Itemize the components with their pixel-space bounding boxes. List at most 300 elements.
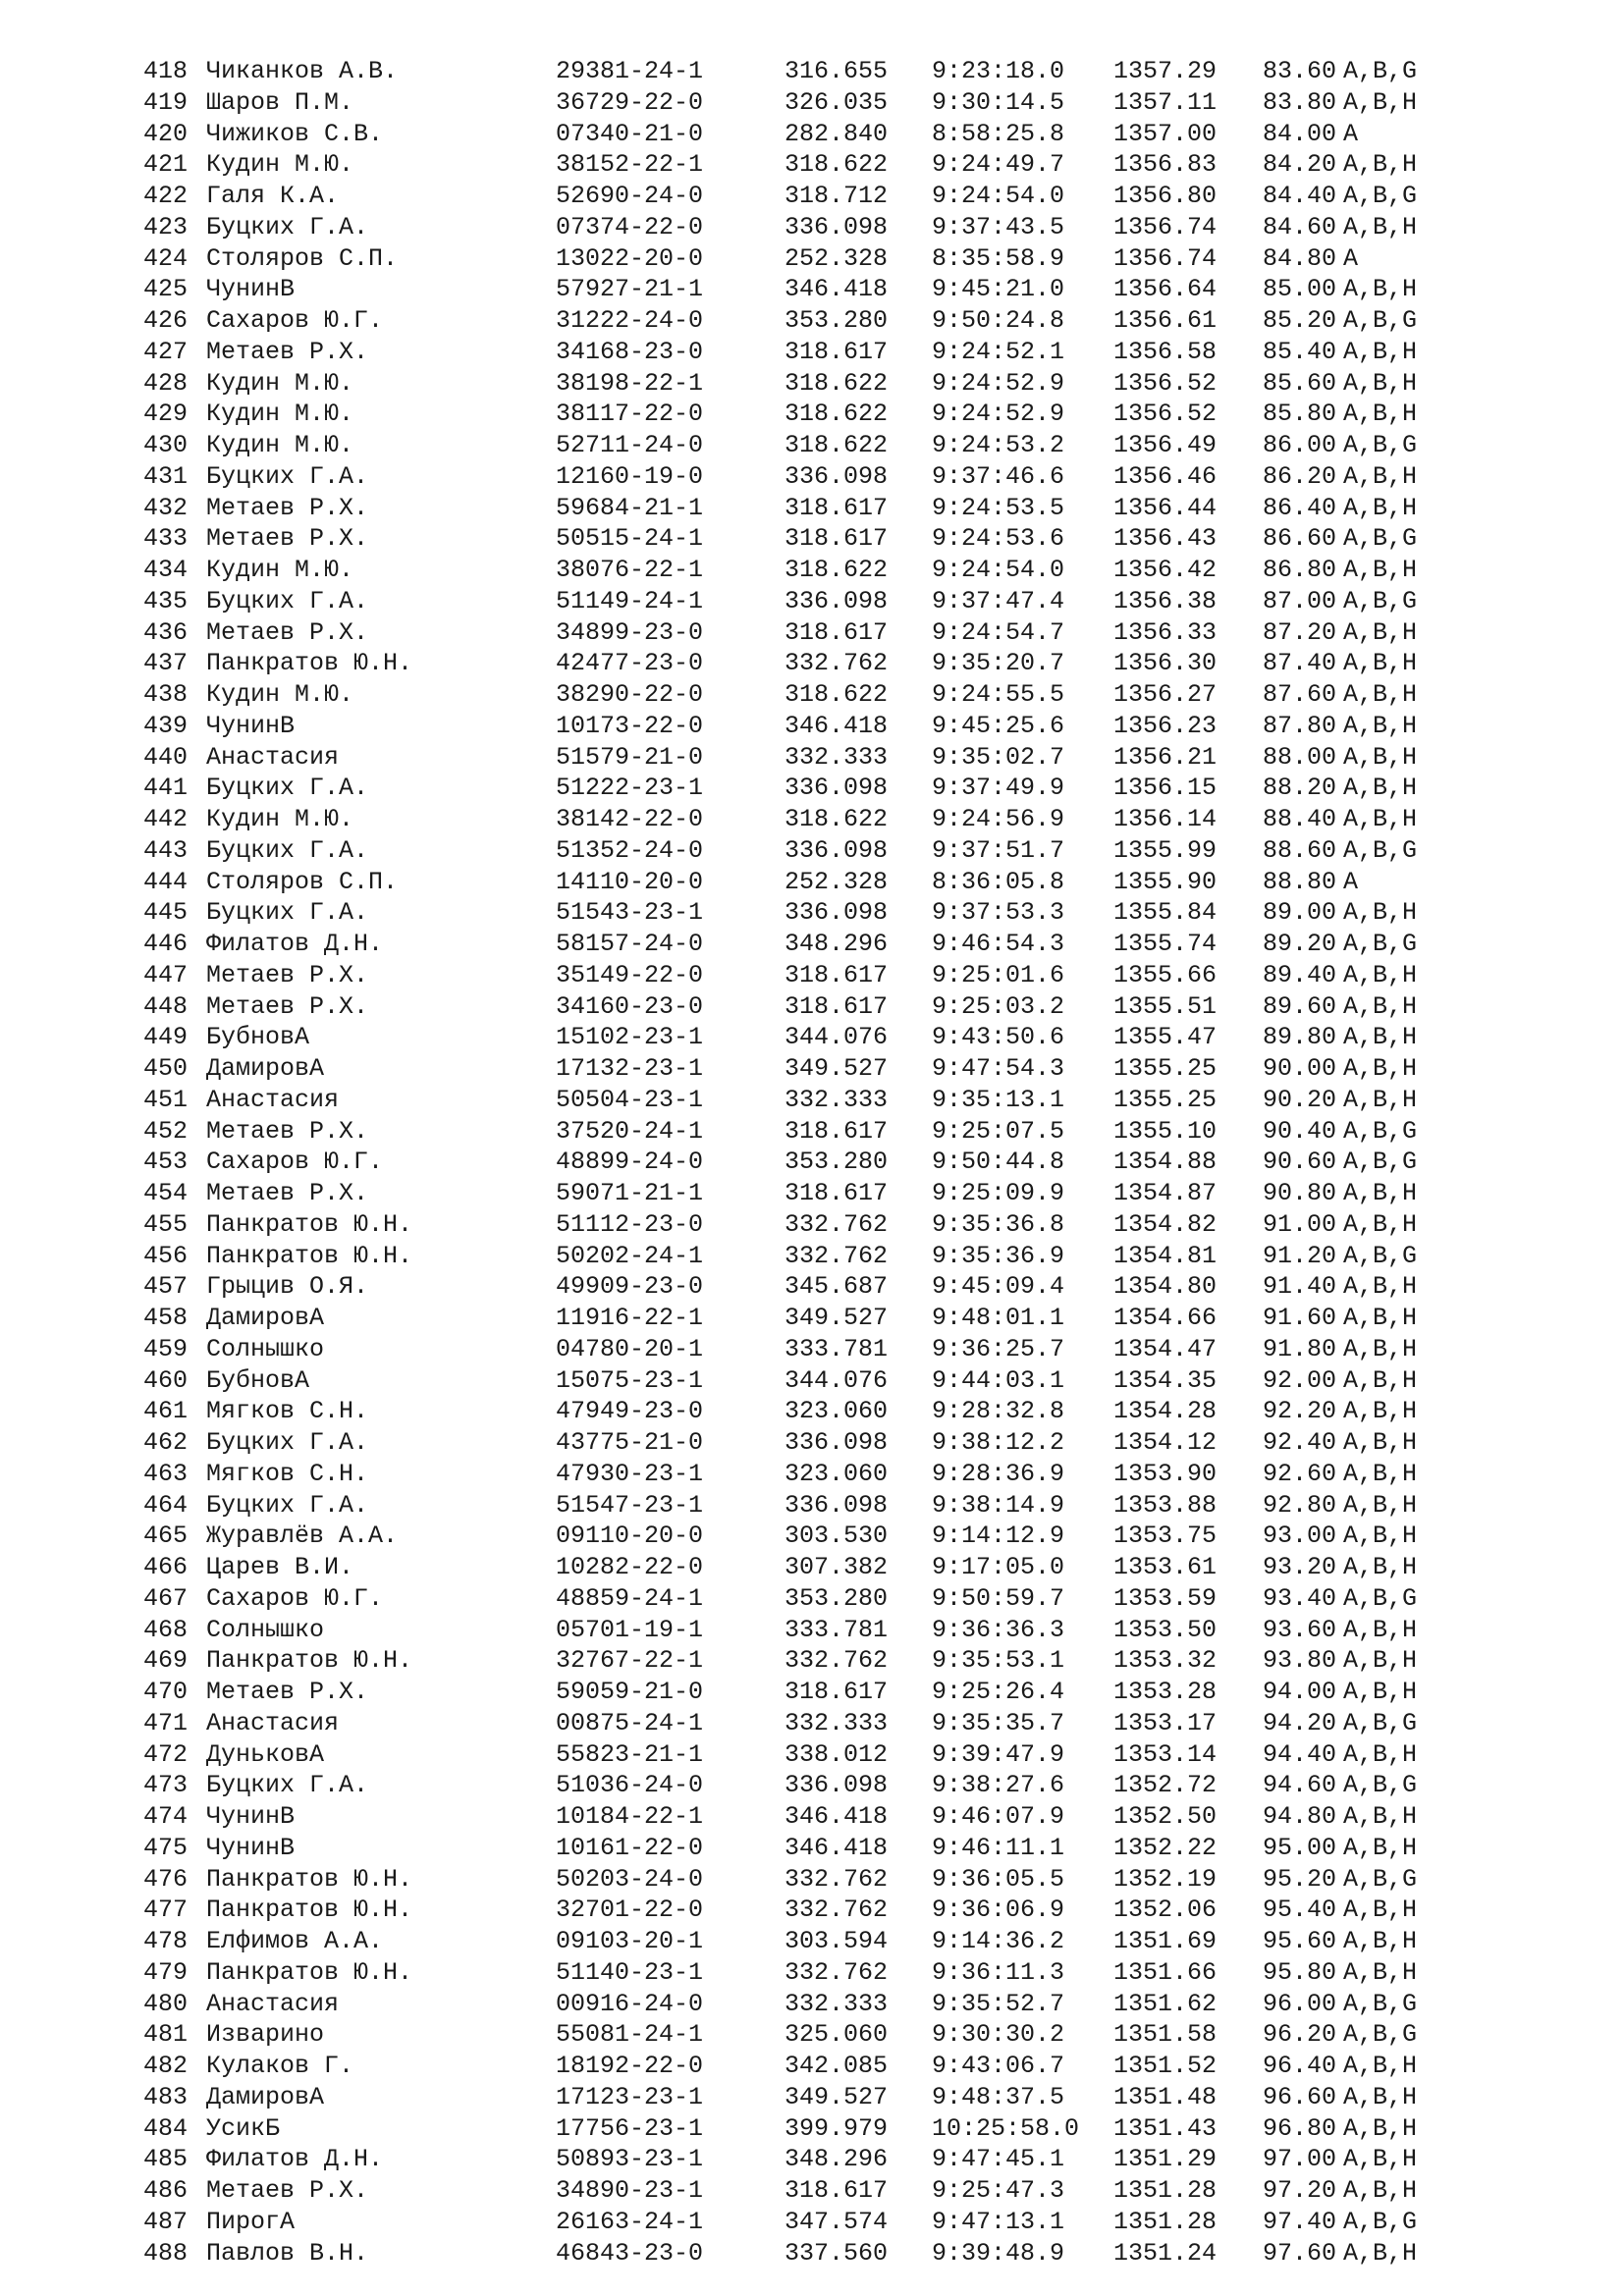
- participant-name: Павлов В.Н.: [206, 2238, 369, 2268]
- classes: A,B,H: [1343, 1802, 1418, 1831]
- participant-name: Метаев Р.Х.: [206, 2176, 369, 2205]
- classes: A,B,G: [1343, 1116, 1418, 1146]
- speed: 1356.74: [1113, 212, 1218, 241]
- speed: 1351.43: [1113, 2113, 1218, 2143]
- table-row: [143, 711, 1461, 742]
- speed: 1356.80: [1113, 182, 1218, 210]
- table-row: [143, 991, 1461, 1023]
- participant-name: Кудин М.Ю.: [206, 368, 354, 398]
- coefficient: 95.00: [1263, 1833, 1337, 1862]
- row-number: 418: [143, 57, 189, 85]
- classes: A,B,G: [1343, 1708, 1418, 1737]
- distance: 333.781: [785, 1334, 889, 1363]
- flight-time: 9:37:43.5: [932, 212, 1065, 241]
- classes: A,B,G: [1343, 182, 1418, 210]
- row-number: 443: [143, 835, 189, 865]
- row-number: 422: [143, 182, 189, 210]
- classes: A,B,H: [1343, 2238, 1418, 2268]
- table-row: [143, 555, 1461, 586]
- distance: 316.655: [785, 57, 889, 85]
- distance: 336.098: [785, 212, 889, 241]
- coefficient: 85.60: [1263, 368, 1337, 398]
- coefficient: 95.40: [1263, 1896, 1337, 1925]
- coefficient: 92.60: [1263, 1459, 1337, 1488]
- coefficient: 87.20: [1263, 617, 1337, 647]
- flight-time: 9:35:13.1: [932, 1085, 1065, 1114]
- coefficient: 97.00: [1263, 2145, 1337, 2174]
- speed: 1351.69: [1113, 1927, 1218, 1955]
- coefficient: 87.80: [1263, 711, 1337, 740]
- classes: A,B,H: [1343, 1365, 1418, 1395]
- ring-number: 38290-22-0: [556, 680, 704, 709]
- flight-time: 9:24:54.7: [932, 617, 1065, 647]
- coefficient: 96.60: [1263, 2082, 1337, 2111]
- distance: 318.617: [785, 2176, 889, 2205]
- ring-number: 59071-21-1: [556, 1179, 704, 1207]
- distance: 346.418: [785, 1833, 889, 1862]
- table-row: [143, 679, 1461, 711]
- ring-number: 34890-23-1: [556, 2176, 704, 2205]
- classes: A,B,G: [1343, 835, 1418, 865]
- ring-number: 59059-21-0: [556, 1678, 704, 1706]
- participant-name: Столяров С.П.: [206, 867, 399, 896]
- coefficient: 87.40: [1263, 649, 1337, 678]
- flight-time: 9:46:54.3: [932, 930, 1065, 958]
- flight-time: 9:24:52.9: [932, 400, 1065, 429]
- table-row: [143, 1739, 1461, 1771]
- flight-time: 9:45:25.6: [932, 711, 1065, 740]
- coefficient: 85.20: [1263, 306, 1337, 335]
- participant-name: Метаев Р.Х.: [206, 493, 369, 522]
- classes: A,B,H: [1343, 1646, 1418, 1676]
- table-row: [143, 742, 1461, 774]
- speed: 1354.12: [1113, 1428, 1218, 1457]
- flight-time: 9:47:54.3: [932, 1054, 1065, 1083]
- ring-number: 46843-23-0: [556, 2238, 704, 2268]
- participant-name: Кудин М.Ю.: [206, 805, 354, 833]
- classes: A,B,H: [1343, 1615, 1418, 1644]
- row-number: 474: [143, 1802, 189, 1831]
- coefficient: 94.20: [1263, 1708, 1337, 1737]
- distance: 332.762: [785, 649, 889, 678]
- participant-name: Буцких Г.А.: [206, 1428, 369, 1457]
- ring-number: 51222-23-1: [556, 774, 704, 803]
- ring-number: 50203-24-0: [556, 1864, 704, 1894]
- table-row: [143, 1459, 1461, 1490]
- table-row: [143, 181, 1461, 212]
- speed: 1352.22: [1113, 1833, 1218, 1862]
- table-row: [143, 586, 1461, 617]
- coefficient: 94.60: [1263, 1771, 1337, 1800]
- table-row: [143, 1801, 1461, 1833]
- distance: 318.712: [785, 182, 889, 210]
- flight-time: 9:24:53.2: [932, 431, 1065, 459]
- flight-time: 9:25:26.4: [932, 1678, 1065, 1706]
- speed: 1355.10: [1113, 1116, 1218, 1146]
- distance: 252.328: [785, 867, 889, 896]
- table-row: [143, 1895, 1461, 1926]
- row-number: 476: [143, 1864, 189, 1894]
- flight-time: 9:24:53.6: [932, 524, 1065, 554]
- participant-name: Мягков С.Н.: [206, 1397, 369, 1426]
- row-number: 453: [143, 1148, 189, 1177]
- participant-name: Панкратов Ю.Н.: [206, 649, 413, 678]
- participant-name: УсикБ: [206, 2113, 281, 2143]
- ring-number: 50515-24-1: [556, 524, 704, 554]
- ring-number: 38117-22-0: [556, 400, 704, 429]
- distance: 318.622: [785, 805, 889, 833]
- participant-name: Журавлёв А.А.: [206, 1522, 399, 1551]
- table-row: [143, 2238, 1461, 2269]
- table-row: [143, 212, 1461, 243]
- speed: 1351.66: [1113, 1957, 1218, 1987]
- distance: 336.098: [785, 1428, 889, 1457]
- ring-number: 59684-21-1: [556, 493, 704, 522]
- participant-name: Грыцив О.Я.: [206, 1272, 369, 1302]
- coefficient: 86.80: [1263, 556, 1337, 584]
- speed: 1353.88: [1113, 1490, 1218, 1520]
- classes: A,B,H: [1343, 1272, 1418, 1302]
- table-row: [143, 493, 1461, 524]
- classes: A,B,G: [1343, 1771, 1418, 1800]
- distance: 333.781: [785, 1615, 889, 1644]
- classes: A: [1343, 243, 1359, 273]
- coefficient: 93.20: [1263, 1553, 1337, 1581]
- coefficient: 90.40: [1263, 1116, 1337, 1146]
- speed: 1352.50: [1113, 1802, 1218, 1831]
- row-number: 448: [143, 991, 189, 1021]
- flight-time: 9:24:49.7: [932, 150, 1065, 180]
- speed: 1356.21: [1113, 742, 1218, 772]
- table-row: [143, 835, 1461, 867]
- coefficient: 92.20: [1263, 1397, 1337, 1426]
- distance: 252.328: [785, 243, 889, 273]
- flight-time: 9:14:36.2: [932, 1927, 1065, 1955]
- classes: A: [1343, 119, 1359, 148]
- ring-number: 32701-22-0: [556, 1896, 704, 1925]
- table-row: [143, 430, 1461, 461]
- table-row: [143, 1521, 1461, 1552]
- classes: A,B,H: [1343, 991, 1418, 1021]
- table-row: [143, 929, 1461, 960]
- speed: 1351.24: [1113, 2238, 1218, 2268]
- ring-number: 51112-23-0: [556, 1209, 704, 1239]
- coefficient: 94.40: [1263, 1739, 1337, 1769]
- coefficient: 90.60: [1263, 1148, 1337, 1177]
- distance: 325.060: [785, 2020, 889, 2050]
- flight-time: 9:48:37.5: [932, 2082, 1065, 2111]
- ring-number: 00916-24-0: [556, 1989, 704, 2018]
- ring-number: 13022-20-0: [556, 243, 704, 273]
- table-row: [143, 1583, 1461, 1615]
- distance: 282.840: [785, 119, 889, 148]
- participant-name: ПирогА: [206, 2207, 296, 2236]
- classes: A,B,G: [1343, 1241, 1418, 1270]
- participant-name: Буцких Г.А.: [206, 212, 369, 241]
- distance: 318.617: [785, 493, 889, 522]
- speed: 1352.19: [1113, 1864, 1218, 1894]
- table-row: [143, 804, 1461, 835]
- participant-name: Столяров С.П.: [206, 243, 399, 273]
- row-number: 446: [143, 930, 189, 958]
- row-number: 459: [143, 1334, 189, 1363]
- ring-number: 47930-23-1: [556, 1459, 704, 1488]
- ring-number: 50504-23-1: [556, 1085, 704, 1114]
- speed: 1354.66: [1113, 1304, 1218, 1332]
- row-number: 419: [143, 87, 189, 117]
- row-number: 442: [143, 805, 189, 833]
- participant-name: Метаев Р.Х.: [206, 617, 369, 647]
- participant-name: Сахаров Ю.Г.: [206, 1148, 384, 1177]
- participant-name: Кудин М.Ю.: [206, 431, 354, 459]
- participant-name: ДамировА: [206, 2082, 325, 2111]
- ring-number: 51036-24-0: [556, 1771, 704, 1800]
- coefficient: 87.60: [1263, 680, 1337, 709]
- speed: 1351.52: [1113, 2052, 1218, 2080]
- table-row: [143, 1303, 1461, 1334]
- classes: A,B,G: [1343, 306, 1418, 335]
- table-row: [143, 1926, 1461, 1957]
- coefficient: 88.60: [1263, 835, 1337, 865]
- classes: A,B,G: [1343, 57, 1418, 85]
- row-number: 475: [143, 1833, 189, 1862]
- classes: A,B,H: [1343, 1209, 1418, 1239]
- distance: 336.098: [785, 835, 889, 865]
- flight-time: 9:47:45.1: [932, 2145, 1065, 2174]
- table-row: [143, 56, 1461, 87]
- coefficient: 97.40: [1263, 2207, 1337, 2236]
- ring-number: 42477-23-0: [556, 649, 704, 678]
- distance: 318.617: [785, 617, 889, 647]
- classes: A,B,H: [1343, 2052, 1418, 2080]
- speed: 1354.28: [1113, 1397, 1218, 1426]
- ring-number: 10173-22-0: [556, 711, 704, 740]
- flight-time: 9:44:03.1: [932, 1365, 1065, 1395]
- distance: 318.617: [785, 1116, 889, 1146]
- speed: 1355.74: [1113, 930, 1218, 958]
- flight-time: 9:36:25.7: [932, 1334, 1065, 1363]
- distance: 336.098: [785, 1490, 889, 1520]
- coefficient: 90.00: [1263, 1054, 1337, 1083]
- ring-number: 50893-23-1: [556, 2145, 704, 2174]
- participant-name: ДамировА: [206, 1054, 325, 1083]
- flight-time: 9:35:02.7: [932, 742, 1065, 772]
- speed: 1356.43: [1113, 524, 1218, 554]
- flight-time: 9:17:05.0: [932, 1553, 1065, 1581]
- flight-time: 9:36:11.3: [932, 1957, 1065, 1987]
- row-number: 467: [143, 1583, 189, 1613]
- ring-number: 17132-23-1: [556, 1054, 704, 1083]
- participant-name: ЧунинВ: [206, 1802, 296, 1831]
- row-number: 487: [143, 2207, 189, 2236]
- flight-time: 9:28:32.8: [932, 1397, 1065, 1426]
- classes: A,B,H: [1343, 1896, 1418, 1925]
- row-number: 429: [143, 400, 189, 429]
- distance: 318.622: [785, 680, 889, 709]
- row-number: 484: [143, 2113, 189, 2143]
- ring-number: 11916-22-1: [556, 1304, 704, 1332]
- participant-name: Метаев Р.Х.: [206, 1116, 369, 1146]
- coefficient: 86.60: [1263, 524, 1337, 554]
- participant-name: Метаев Р.Х.: [206, 960, 369, 989]
- distance: 323.060: [785, 1459, 889, 1488]
- coefficient: 94.80: [1263, 1802, 1337, 1831]
- coefficient: 91.60: [1263, 1304, 1337, 1332]
- coefficient: 88.00: [1263, 742, 1337, 772]
- participant-name: ДамировА: [206, 1304, 325, 1332]
- participant-name: Анастасия: [206, 1085, 340, 1114]
- ring-number: 38142-22-0: [556, 805, 704, 833]
- coefficient: 89.60: [1263, 991, 1337, 1021]
- flight-time: 9:45:09.4: [932, 1272, 1065, 1302]
- ring-number: 29381-24-1: [556, 57, 704, 85]
- distance: 349.527: [785, 2082, 889, 2111]
- table-row: [143, 1178, 1461, 1209]
- coefficient: 91.80: [1263, 1334, 1337, 1363]
- speed: 1351.62: [1113, 1989, 1218, 2018]
- classes: A,B,G: [1343, 2207, 1418, 2236]
- distance: 349.527: [785, 1304, 889, 1332]
- speed: 1356.14: [1113, 805, 1218, 833]
- classes: A,B,H: [1343, 212, 1418, 241]
- coefficient: 88.20: [1263, 774, 1337, 803]
- coefficient: 84.20: [1263, 150, 1337, 180]
- row-number: 436: [143, 617, 189, 647]
- classes: A,B,H: [1343, 1428, 1418, 1457]
- participant-name: Анастасия: [206, 1989, 340, 2018]
- speed: 1355.84: [1113, 898, 1218, 928]
- flight-time: 9:24:54.0: [932, 182, 1065, 210]
- ring-number: 18192-22-0: [556, 2052, 704, 2080]
- classes: A,B,H: [1343, 742, 1418, 772]
- ring-number: 09103-20-1: [556, 1927, 704, 1955]
- participant-name: ЧунинВ: [206, 275, 296, 304]
- speed: 1355.66: [1113, 960, 1218, 989]
- participant-name: Буцких Г.А.: [206, 774, 369, 803]
- speed: 1354.82: [1113, 1209, 1218, 1239]
- distance: 336.098: [785, 774, 889, 803]
- speed: 1356.74: [1113, 243, 1218, 273]
- distance: 318.622: [785, 368, 889, 398]
- speed: 1353.75: [1113, 1522, 1218, 1551]
- ring-number: 31222-24-0: [556, 306, 704, 335]
- row-number: 420: [143, 119, 189, 148]
- row-number: 430: [143, 431, 189, 459]
- table-row: [143, 2019, 1461, 2051]
- flight-time: 9:45:21.0: [932, 275, 1065, 304]
- participant-name: Филатов Д.Н.: [206, 2145, 384, 2174]
- distance: 326.035: [785, 87, 889, 117]
- row-number: 471: [143, 1708, 189, 1737]
- classes: A,B,H: [1343, 1397, 1418, 1426]
- classes: A,B,H: [1343, 1553, 1418, 1581]
- ring-number: 55081-24-1: [556, 2020, 704, 2050]
- participant-name: Панкратов Ю.Н.: [206, 1896, 413, 1925]
- table-row: [143, 960, 1461, 991]
- table-row: [143, 773, 1461, 804]
- table-row: [143, 274, 1461, 305]
- flight-time: 9:43:50.6: [932, 1023, 1065, 1052]
- coefficient: 89.00: [1263, 898, 1337, 928]
- row-number: 470: [143, 1678, 189, 1706]
- classes: A,B,G: [1343, 1864, 1418, 1894]
- speed: 1356.52: [1113, 368, 1218, 398]
- coefficient: 90.20: [1263, 1085, 1337, 1114]
- distance: 318.622: [785, 556, 889, 584]
- participant-name: Буцких Г.А.: [206, 461, 369, 491]
- row-number: 458: [143, 1304, 189, 1332]
- row-number: 428: [143, 368, 189, 398]
- flight-time: 9:36:36.3: [932, 1615, 1065, 1644]
- table-row: [143, 243, 1461, 275]
- distance: 336.098: [785, 461, 889, 491]
- row-number: 425: [143, 275, 189, 304]
- table-row: [143, 1334, 1461, 1365]
- row-number: 437: [143, 649, 189, 678]
- row-number: 479: [143, 1957, 189, 1987]
- table-row: [143, 1022, 1461, 1053]
- row-number: 462: [143, 1428, 189, 1457]
- row-number: 450: [143, 1054, 189, 1083]
- ring-number: 37520-24-1: [556, 1116, 704, 1146]
- participant-name: Метаев Р.Х.: [206, 1678, 369, 1706]
- coefficient: 95.60: [1263, 1927, 1337, 1955]
- classes: A,B,H: [1343, 1023, 1418, 1052]
- table-row: [143, 2051, 1461, 2082]
- coefficient: 89.40: [1263, 960, 1337, 989]
- row-number: 465: [143, 1522, 189, 1551]
- classes: A,B,H: [1343, 337, 1418, 366]
- coefficient: 85.00: [1263, 275, 1337, 304]
- participant-name: Метаев Р.Х.: [206, 1179, 369, 1207]
- classes: A,B,H: [1343, 1957, 1418, 1987]
- table-row: [143, 119, 1461, 150]
- participant-name: Буцких Г.А.: [206, 1771, 369, 1800]
- ring-number: 34160-23-0: [556, 991, 704, 1021]
- flight-time: 9:50:59.7: [932, 1583, 1065, 1613]
- speed: 1356.49: [1113, 431, 1218, 459]
- ring-number: 15102-23-1: [556, 1023, 704, 1052]
- classes: A,B,H: [1343, 1334, 1418, 1363]
- ring-number: 58157-24-0: [556, 930, 704, 958]
- table-row: [143, 1147, 1461, 1178]
- speed: 1354.87: [1113, 1179, 1218, 1207]
- row-number: 439: [143, 711, 189, 740]
- participant-name: Царев В.И.: [206, 1553, 354, 1581]
- row-number: 488: [143, 2238, 189, 2268]
- classes: A,B,G: [1343, 431, 1418, 459]
- table-row: [143, 1427, 1461, 1459]
- table-row: [143, 1552, 1461, 1583]
- row-number: 423: [143, 212, 189, 241]
- row-number: 483: [143, 2082, 189, 2111]
- classes: A: [1343, 867, 1359, 896]
- flight-time: 9:35:36.9: [932, 1241, 1065, 1270]
- row-number: 460: [143, 1365, 189, 1395]
- distance: 318.617: [785, 991, 889, 1021]
- flight-time: 9:37:47.4: [932, 586, 1065, 615]
- table-row: [143, 1615, 1461, 1646]
- table-row: [143, 867, 1461, 898]
- participant-name: Панкратов Ю.Н.: [206, 1241, 413, 1270]
- ring-number: 10282-22-0: [556, 1553, 704, 1581]
- ring-number: 38076-22-1: [556, 556, 704, 584]
- flight-time: 8:36:05.8: [932, 867, 1065, 896]
- participant-name: Панкратов Ю.Н.: [206, 1957, 413, 1987]
- distance: 353.280: [785, 306, 889, 335]
- participant-name: Метаев Р.Х.: [206, 337, 369, 366]
- table-row: [143, 1053, 1461, 1085]
